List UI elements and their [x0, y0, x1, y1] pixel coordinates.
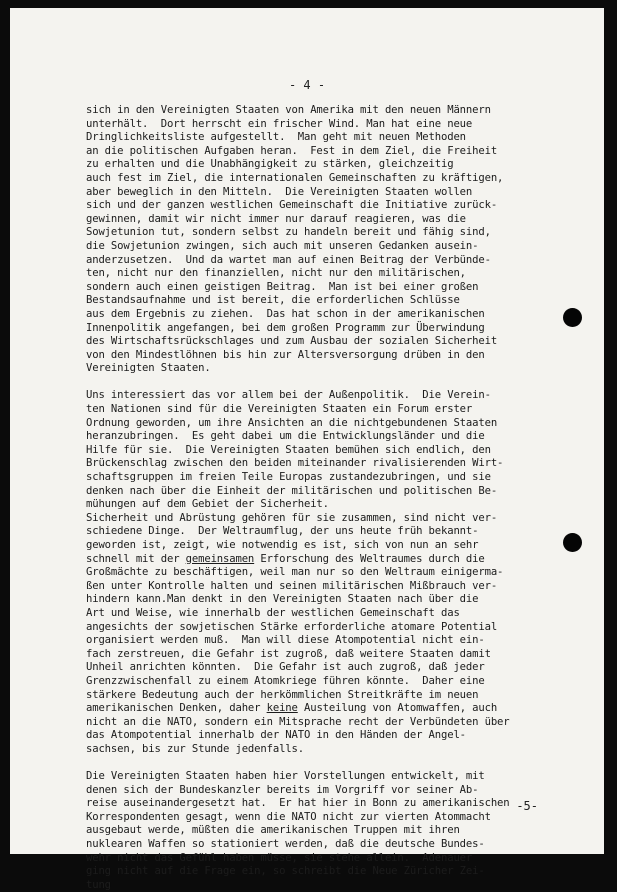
document-page	[10, 8, 604, 891]
text-line: denen sich der Bundeskanzler bereits im Vorgriff vor seiner Ab-	[86, 783, 479, 796]
paragraph-2	[86, 389, 576, 756]
text-line: organisiert werden muß. Man will diese Atompotential nicht ein-	[86, 634, 485, 647]
text-line: Brückenschlag zwischen den beiden miteinander rivalisierenden Wirt-	[86, 457, 504, 470]
page-number: - 4 -	[288, 78, 326, 92]
text-line: sachsen, bis zur Stunde jedenfalls.	[86, 742, 304, 755]
text-line: das Atompotential innerhalb der NATO in den Händen der Angel-	[86, 729, 466, 742]
text-line: Bestandsaufnahme und ist bereit, die erforderlichen Schlüsse	[86, 294, 460, 307]
text-line: wehr nicht das Gefühl haben müsse, sie stehe allein. Adenauer	[86, 851, 473, 864]
text-line: schiedene Dinge. Der Weltraumflug, der uns heute früh bekannt-	[86, 525, 479, 538]
text-line: aus dem Ergebnis zu ziehen. Das hat schon in der amerikanischen	[86, 307, 485, 320]
punch-hole-lower	[563, 533, 582, 552]
text-line: ging nicht auf die Frage ein, so schreibt die Neue Züricher Zei-	[86, 865, 485, 878]
text-line: Dringlichkeitsliste aufgestellt. Man geht mit neuen Methoden	[86, 131, 466, 144]
text-line: gewinnen, damit wir nicht immer nur darauf reagieren, was die	[86, 212, 466, 225]
text-line: stärkere Bedeutung auch der herkömmlichen Streitkräfte im neuen	[86, 688, 479, 701]
text-line: schaftsgruppen im freien Teile Europas zustandezubringen, und sie	[86, 471, 491, 484]
text-line: aber beweglich in den Mitteln. Die Vereinigten Staaten wollen	[86, 185, 473, 198]
text-line: Korrespondenten gesagt, wenn die NATO nicht zur vierten Atommacht	[86, 810, 491, 823]
text-line: Hilfe für sie. Die Vereinigten Staaten bemühen sich endlich, den	[86, 443, 491, 456]
text-line: an die politischen Aufgaben heran. Fest in dem Ziel, die Freiheit	[86, 144, 498, 157]
text-line: auch fest im Ziel, die internationalen Gemeinschaften zu kräftigen,	[86, 171, 504, 184]
text-line: Großmächte zu beschäftigen, weil man nur so den Weltraum einigerma-	[86, 566, 504, 579]
text-line: Uns interessiert das vor allem bei der Außenpolitik. Die Verein-	[86, 389, 491, 402]
paragraph-3	[86, 770, 576, 892]
underlined-word: keine	[266, 702, 298, 715]
text-line: die Sowjetunion zwingen, sich auch mit unseren Gedanken ausein-	[86, 239, 479, 252]
underlined-word: gemeinsamen	[185, 552, 255, 565]
next-page-marker: -5-	[516, 799, 538, 813]
text-line: heranzubringen. Es geht dabei um die Entwicklungsländer und die	[86, 430, 485, 443]
text-line: des Wirtschaftsrückschlages und zum Ausbau der sozialen Sicherheit	[86, 335, 498, 348]
text-line: unterhält. Dort herrscht ein frischer Wind. Man hat eine neue	[86, 117, 473, 130]
paragraph-1	[86, 104, 576, 376]
punch-hole-upper	[563, 308, 582, 327]
body-text	[86, 104, 576, 892]
text-line: denken nach über die Einheit der militärischen und politischen Be-	[86, 484, 498, 497]
text-line: angesichts der sowjetischen Stärke erforderliche atomare Potential	[86, 620, 498, 633]
text-line: amerikanischen Denken, daher keine Austeilung von Atomwaffen, auch	[86, 702, 498, 715]
text-line: ausgebaut werde, müßten die amerikanischen Truppen mit ihren	[86, 824, 460, 837]
text-line: nuklearen Waffen so stationiert werden, daß die deutsche Bundes-	[86, 838, 485, 851]
text-line: Unheil anrichten könnten. Die Gefahr ist auch zugroß, daß jeder	[86, 661, 485, 674]
text-line: reise auseinandergesetzt hat. Er hat hier in Bonn zu amerikanischen	[86, 797, 510, 810]
text-line: Vereinigten Staaten.	[86, 362, 211, 375]
text-line: ßen unter Kontrolle halten und seinen militärischen Mißbrauch ver-	[86, 579, 498, 592]
text-line: Art und Weise, wie innerhalb der westlichen Gemeinschaft das	[86, 606, 460, 619]
text-line: hindern kann.Man denkt in den Vereinigten Staaten nach über die	[86, 593, 479, 606]
text-line: sich in den Vereinigten Staaten von Amerika mit den neuen Männern	[86, 104, 491, 116]
text-line: Ordnung geworden, um ihre Ansichten an die nichtgebundenen Staaten	[86, 416, 498, 429]
text-line: anderzusetzen. Und da wartet man auf einen Beitrag der Verbünde-	[86, 253, 491, 266]
text-line: mühungen auf dem Gebiet der Sicherheit.	[86, 498, 329, 511]
text-line: von den Mindestlöhnen bis hin zur Altersversorgung drüben in den	[86, 348, 485, 361]
text-line: geworden ist, zeigt, wie notwendig es ist, sich von nun an sehr	[86, 539, 479, 551]
text-line: sondern auch einen geistigen Beitrag. Man ist bei einer großen	[86, 280, 479, 293]
text-line: Sowjetunion tut, sondern selbst zu handeln bereit und fähig sind,	[86, 226, 491, 239]
text-line: Die Vereinigten Staaten haben hier Vorstellungen entwickelt, mit	[86, 770, 485, 783]
text-line: Innenpolitik angefangen, bei dem großen Programm zur Überwindung	[86, 321, 485, 334]
text-line: zu erhalten und die Unabhängigkeit zu stärken, gleichzeitig	[86, 158, 454, 171]
text-line: sich und der ganzen westlichen Gemeinschaft die Initiative zurück-	[86, 199, 498, 212]
text-line: schnell mit der gemeinsamen Erforschung des Weltraumes durch die	[86, 552, 485, 565]
text-line: tung	[86, 878, 111, 891]
text-line: Grenzzwischenfall zu einem Atomkriege führen könnte. Daher eine	[86, 674, 485, 687]
text-line: fach zerstreuen, die Gefahr ist zugroß, daß weitere Staaten damit	[86, 647, 491, 660]
text-line: nicht an die NATO, sondern ein Mitsprache recht der Verbündeten über	[86, 715, 510, 728]
text-line: ten Nationen sind für die Vereinigten Staaten ein Forum erster	[86, 403, 473, 416]
text-line: ten, nicht nur den finanziellen, nicht nur den militärischen,	[86, 267, 466, 280]
text-line: Sicherheit und Abrüstung gehören für sie zusammen, sind nicht ver-	[86, 511, 498, 524]
